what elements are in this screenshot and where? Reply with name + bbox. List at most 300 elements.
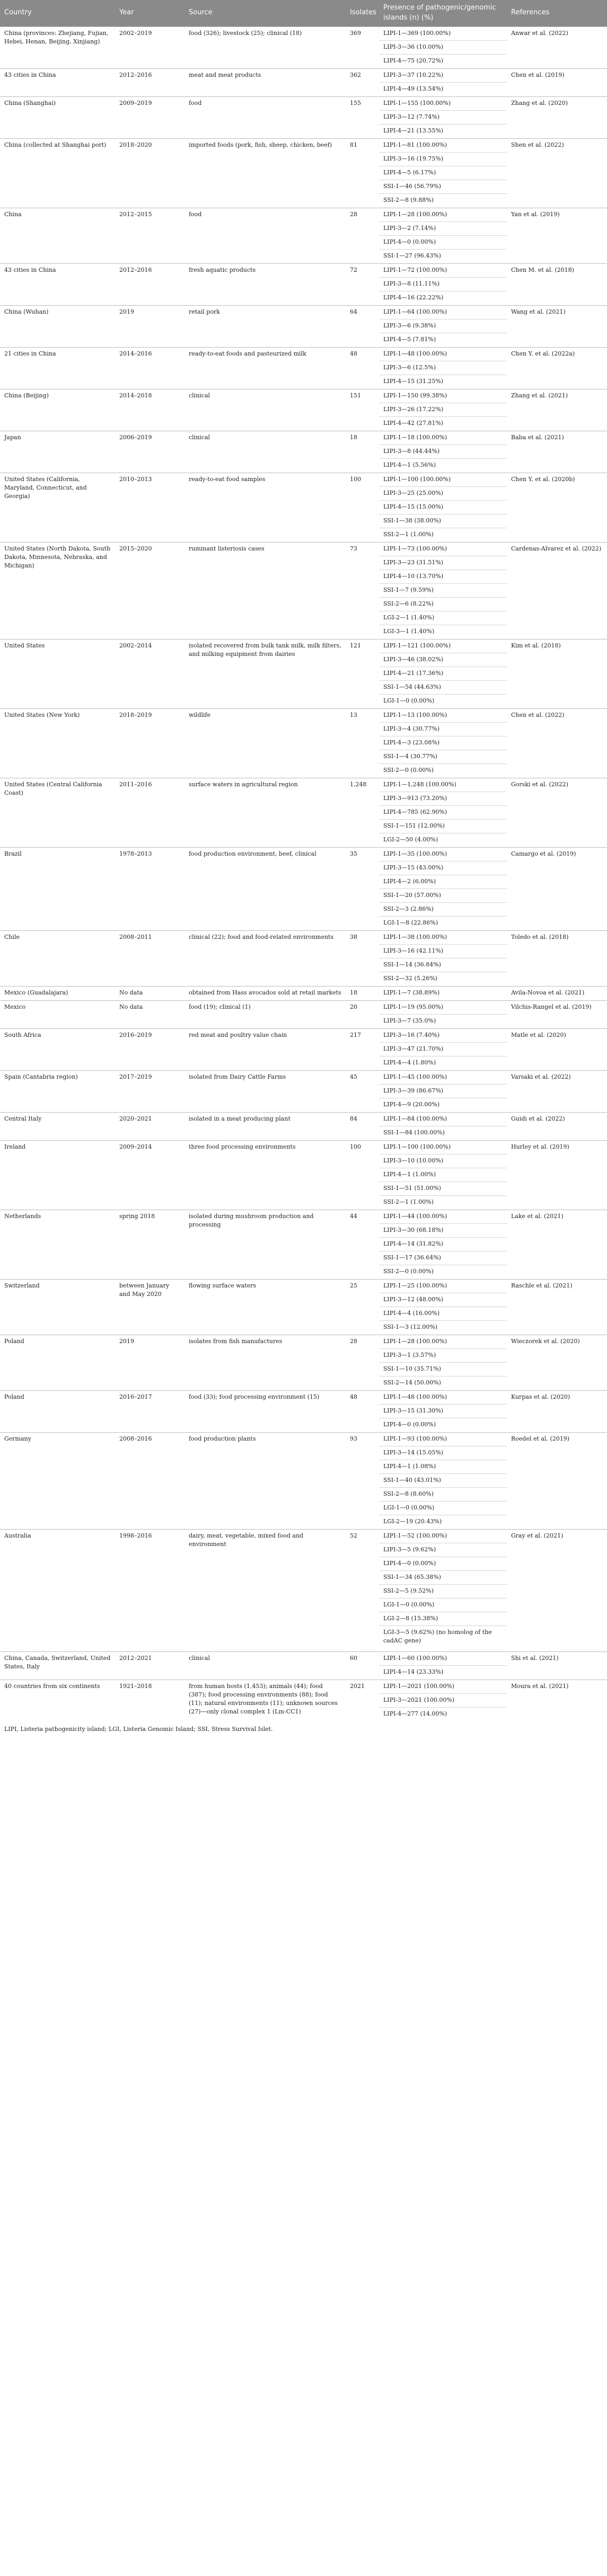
cell-year: 2012–2016 [115,263,184,305]
table-row [0,1390,607,1432]
table-row [0,986,607,1000]
presence-item: LIPI-3—47 (21.70%) [379,1043,507,1056]
cell-source: clinical [184,431,346,473]
presence-item: LIPI-1—100 (100.00%) [379,1141,507,1154]
presence-item: SSI-1—7 (9.59%) [379,584,507,598]
presence-item: LGI-3—5 (9.62%) (no homolog of the cadAC gene) [383,1628,492,1644]
table-row [0,542,607,639]
cell-year: 2008–2011 [115,930,184,986]
cell-year: 2019 [115,305,184,347]
cell-presence [379,708,507,778]
presence-item: LIPI-4—0 (0.00%) [379,236,507,250]
presence-item: LIPI-3—37 (10.22%) [379,69,507,83]
presence-item: LIPI-4—4 (1.80%) [383,1059,436,1066]
presence-item: SSI-1—38 (38.00%) [379,514,507,528]
presence-item: LIPI-3—16 (19.75%) [379,153,507,166]
cell-isolates: 155 [346,96,379,138]
cell-presence [379,1680,507,1721]
cell-year: 2018–2019 [115,708,184,778]
cell-presence [379,542,507,639]
header-source: Source [184,0,346,26]
presence-item: LIPI-3—913 (73.20%) [379,792,507,806]
cell-source: ruminant listeriosis cases [184,542,346,639]
presence-item: LIPI-1—48 (100.00%) [379,348,507,361]
cell-isolates: 18 [346,986,379,1000]
presence-item: LIPI-1—72 (100.00%) [379,264,507,278]
presence-item: SSI-1—17 (36.64%) [379,1251,507,1265]
cell-country: Germany [0,1432,115,1529]
table-row [0,1140,607,1210]
presence-item: LIPI-1—81 (100.00%) [379,139,507,153]
cell-country: China [0,208,115,263]
cell-presence [379,1000,507,1028]
presence-item: LIPI-4—10 (13.70%) [379,570,507,584]
cell-isolates: 18 [346,431,379,473]
cell-country: United States (Central California Coast) [0,778,115,847]
cell-country: Poland [0,1335,115,1390]
cell-source: food (19); clinical (1) [184,1000,346,1028]
table-row [0,1070,607,1112]
presence-item: SSI-2—14 (50.00%) [383,1379,441,1386]
presence-item: LIPI-3—14 (15.05%) [379,1446,507,1460]
cell-presence [379,1279,507,1335]
table-body [0,26,607,1721]
presence-item: LGI-1—8 (22.86%) [383,919,438,926]
cell-presence [379,68,507,96]
cell-source: fresh aquatic products [184,263,346,305]
presence-item: SSI-2—1 (1.00%) [383,530,434,538]
presence-item: SSI-2—0 (0.00%) [383,766,434,774]
cell-reference: Chen et al. (2022) [507,708,607,778]
footnote-text: LIPI, Listeria pathogenicity island; LGI, Listeria Genomic Island; SSI, Stress Survival Islet. [4,1725,273,1733]
presence-item: LIPI-1—84 (100.00%) [379,1113,507,1126]
cell-presence [379,1432,507,1529]
cell-reference: Chen Y. et al. (2020b) [507,473,607,542]
presence-item: SSI-2—32 (5.26%) [383,974,437,982]
cell-source: three food processing environments [184,1140,346,1210]
presence-item: LIPI-3—12 (7.74%) [379,111,507,125]
presence-item: LIPI-3—46 (38.02%) [379,653,507,667]
cell-reference: Wieczorek et al. (2020) [507,1335,607,1390]
cell-source: surface waters in agricultural region [184,778,346,847]
cell-year: 2009–2014 [115,1140,184,1210]
presence-item: LIPI-1—52 (100.00%) [379,1530,507,1543]
cell-isolates: 369 [346,26,379,68]
presence-item: LIPI-3—10 (10.00%) [379,1154,507,1168]
table-row [0,1335,607,1390]
cell-isolates: 28 [346,208,379,263]
presence-item: LIPI-4—9 (20.00%) [383,1100,440,1108]
cell-year: 2011–2016 [115,778,184,847]
presence-item: LIPI-4—4 (16.00%) [379,1307,507,1321]
presence-item: SSI-1—3 (12.00%) [383,1323,437,1330]
table-row [0,639,607,708]
cell-isolates: 52 [346,1529,379,1651]
cell-presence [379,305,507,347]
presence-item: SSI-2—6 (8.22%) [379,598,507,611]
presence-item: LIPI-1—93 (100.00%) [379,1433,507,1446]
presence-item: LIPI-4—14 (31.82%) [379,1238,507,1251]
table-row [0,1210,607,1279]
cell-reference: Roedel et al. (2019) [507,1432,607,1529]
presence-item: LIPI-4—1 (1.00%) [379,1168,507,1182]
presence-item: SSI-1—54 (44.63%) [379,681,507,695]
cell-source: red meat and poultry value chain [184,1028,346,1070]
presence-item: LGI-2—1 (1.40%) [379,611,507,625]
table-row [0,1279,607,1335]
cell-country: United States (California, Maryland, Connecticut, and Georgia) [0,473,115,542]
presence-item: LIPI-3—12 (48.00%) [379,1293,507,1307]
cell-isolates: 100 [346,1140,379,1210]
presence-item: LIPI-3—5 (9.62%) [379,1543,507,1557]
cell-isolates: 13 [346,708,379,778]
header-references: References [507,0,607,26]
cell-country: Central Italy [0,1112,115,1140]
cell-reference: Gray et al. (2021) [507,1529,607,1651]
cell-country: China (Wuhan) [0,305,115,347]
table-row [0,1000,607,1028]
presence-item: LGI-1—0 (0.00%) [379,1502,507,1515]
cell-source: food (33); food processing environment (15) [184,1390,346,1432]
cell-country: Japan [0,431,115,473]
presence-item: SSI-2—8 (8.60%) [379,1488,507,1502]
presence-item: SSI-2—8 (9.88%) [383,196,434,203]
cell-isolates: 217 [346,1028,379,1070]
table-row [0,68,607,96]
cell-year: 2014–2016 [115,347,184,389]
cell-source: food [184,208,346,263]
cell-year: 1998–2016 [115,1529,184,1651]
cell-presence [379,1651,507,1680]
cell-country: Spain (Cantabria region) [0,1070,115,1112]
cell-country: Mexico [0,1000,115,1028]
cell-country: South Africa [0,1028,115,1070]
cell-isolates: 25 [346,1279,379,1335]
cell-year: No data [115,1000,184,1028]
cell-source: wildlife [184,708,346,778]
presence-item: SSI-2—3 (2.86%) [379,903,507,917]
cell-presence [379,778,507,847]
cell-country: United States (North Dakota, South Dakota, Minnesota, Nebraska, and Michigan) [0,542,115,639]
cell-source: clinical [184,1651,346,1680]
presence-item: LIPI-1—64 (100.00%) [379,306,507,319]
cell-presence [379,1529,507,1651]
presence-item: LIPI-3—26 (17.22%) [379,403,507,417]
presence-item: LIPI-4—15 (15.00%) [379,501,507,514]
table-row [0,347,607,389]
presence-item: LIPI-4—14 (23.33%) [383,1668,444,1675]
presence-item: LIPI-1—35 (100.00%) [379,848,507,861]
presence-item: LGI-2—50 (4.00%) [383,836,438,843]
cell-source: isolated during mushroom production and processing [184,1210,346,1279]
presence-item: LGI-2—8 (15.38%) [379,1612,507,1626]
cell-year: 2017–2019 [115,1070,184,1112]
presence-item: LIPI-3—15 (31.30%) [379,1405,507,1418]
cell-presence [379,1335,507,1390]
presence-item: SSI-1—51 (51.00%) [379,1182,507,1196]
cell-isolates: 48 [346,1390,379,1432]
cell-isolates: 2021 [346,1680,379,1721]
cell-source: flowing surface waters [184,1279,346,1335]
presence-item: LIPI-3—6 (9.38%) [379,319,507,333]
presence-item: LIPI-3—36 (10.00%) [379,41,507,55]
presence-item: LIPI-4—49 (13.54%) [383,85,444,92]
cell-reference: Varsaki et al. (2022) [507,1070,607,1112]
cell-reference: Vilchis-Rangel et al. (2019) [507,1000,607,1028]
cell-year: 2012–2021 [115,1651,184,1680]
presence-item: LIPI-1—1,248 (100.00%) [379,778,507,792]
cell-reference: Chen et al. (2019) [507,68,607,96]
cell-country: 43 cities in China [0,263,115,305]
cell-source: clinical [184,389,346,431]
cell-country: China (Shanghai) [0,96,115,138]
presence-item: LIPI-1—60 (100.00%) [379,1652,507,1666]
presence-item: SSI-1—4 (30.77%) [379,750,507,764]
presence-item: LIPI-4—0 (0.00%) [383,1420,436,1428]
cell-year: 2020–2021 [115,1112,184,1140]
presence-item: LIPI-3—7 (35.0%) [383,1017,436,1024]
cell-source: food [184,96,346,138]
cell-year: 2002–2014 [115,639,184,708]
cell-isolates: 28 [346,1335,379,1390]
cell-presence [379,263,507,305]
presence-item: SSI-1—40 (43.01%) [379,1474,507,1488]
cell-reference: Baba et al. (2021) [507,431,607,473]
presence-item: SSI-1—46 (56.79%) [379,180,507,194]
cell-isolates: 60 [346,1651,379,1680]
cell-year: 2010–2013 [115,473,184,542]
table-footnote [0,1721,607,1733]
cell-isolates: 100 [346,473,379,542]
cell-year: 2008–2016 [115,1432,184,1529]
cell-country: Brazil [0,847,115,930]
cell-year: 2018–2020 [115,138,184,208]
cell-reference: Zhang et al. (2020) [507,96,607,138]
presence-item: LGI-1—0 (0.00%) [379,1598,507,1612]
cell-isolates: 73 [346,542,379,639]
cell-year: 2012–2016 [115,68,184,96]
cell-source: isolated in a meat producing plant [184,1112,346,1140]
cell-country: 43 cities in China [0,68,115,96]
table-row [0,1680,607,1721]
cell-year: 2016–2019 [115,1028,184,1070]
presence-item: LIPI-4—785 (62.90%) [379,806,507,820]
cell-source: isolated from Dairy Cattle Farms [184,1070,346,1112]
cell-presence [379,473,507,542]
cell-reference: Wang et al. (2021) [507,305,607,347]
presence-item: LIPI-4—2 (6.00%) [379,875,507,889]
presence-item: LIPI-1—38 (100.00%) [379,931,507,945]
cell-presence [379,986,507,1000]
presence-item: LIPI-4—5 (7.81%) [383,335,436,343]
cell-year: 1921–2018 [115,1680,184,1721]
cell-country: China (Beijing) [0,389,115,431]
presence-item: SSI-1—20 (57.00%) [379,889,507,903]
cell-year: 2019 [115,1335,184,1390]
presence-item: LIPI-1—28 (100.00%) [379,1335,507,1349]
cell-source: food production environment, beef, clinical [184,847,346,930]
cell-isolates: 1,248 [346,778,379,847]
cell-reference: Gorski et al. (2022) [507,778,607,847]
cell-presence [379,26,507,68]
header-isolates: Isolates [346,0,379,26]
cell-isolates: 72 [346,263,379,305]
table-row [0,1651,607,1680]
cell-year: 1978–2013 [115,847,184,930]
cell-country: China, Canada, Switzerland, United States, Italy [0,1651,115,1680]
cell-presence [379,1140,507,1210]
table-row [0,96,607,138]
presence-item: SSI-2—5 (9.52%) [379,1585,507,1598]
cell-isolates: 151 [346,389,379,431]
cell-country: Ireland [0,1140,115,1210]
presence-item: SSI-1—10 (35.71%) [379,1363,507,1376]
presence-item: LIPI-3—16 (7.40%) [379,1029,507,1043]
cell-reference: Kim et al. (2018) [507,639,607,708]
cell-reference: Yan et al. (2019) [507,208,607,263]
cell-country: Mexico (Guadalajara) [0,986,115,1000]
presence-item: LIPI-1—25 (100.00%) [379,1280,507,1293]
cell-isolates: 45 [346,1070,379,1112]
cell-reference: Cardenas-Alvarez et al. (2022) [507,542,607,639]
cell-year: 2002–2019 [115,26,184,68]
cell-country: Switzerland [0,1279,115,1335]
cell-source: food (326); livestock (25); clinical (18) [184,26,346,68]
presence-item: LIPI-1—48 (100.00%) [379,1391,507,1405]
cell-reference: Zhang et al. (2021) [507,389,607,431]
cell-year: 2012–2015 [115,208,184,263]
header-country: Country [0,0,115,26]
cell-country: China (provinces: Zhejiang, Fujian, Hebei, Henan, Beijing, Xinjiang) [0,26,115,68]
presence-item: LIPI-4—15 (31.25%) [383,377,444,385]
cell-source: food production plants [184,1432,346,1529]
cell-country: 21 cities in China [0,347,115,389]
cell-country: Poland [0,1390,115,1432]
table-row [0,1112,607,1140]
presence-item: LIPI-3—8 (11.11%) [379,278,507,291]
presence-item: LIPI-1—100 (100.00%) [379,473,507,487]
cell-isolates: 48 [346,347,379,389]
presence-item: LIPI-4—16 (22.22%) [383,294,444,301]
presence-item: SSI-1—151 (12.00%) [379,820,507,833]
presence-item: LIPI-3—8 (44.44%) [379,445,507,459]
presence-item: LIPI-1—155 (100.00%) [379,97,507,111]
table-row [0,847,607,930]
presence-item: LIPI-1—45 (100.00%) [379,1071,507,1085]
presence-item: LIPI-1—2021 (100.00%) [379,1680,507,1694]
table-row [0,138,607,208]
cell-year: 2016–2017 [115,1390,184,1432]
cell-country: United States [0,639,115,708]
cell-isolates: 38 [346,930,379,986]
cell-year: spring 2018 [115,1210,184,1279]
presence-item: LIPI-4—0 (0.00%) [379,1557,507,1571]
cell-presence [379,930,507,986]
presence-item: SSI-2—0 (0.00%) [383,1267,434,1275]
cell-country: China (collected at Shanghai port) [0,138,115,208]
cell-presence [379,1210,507,1279]
cell-source: imported foods (pork, fish, sheep, chicken, beef) [184,138,346,208]
table-row [0,473,607,542]
cell-source: isolated recovered from bulk tank milk, milk filters, and milking equipment from dairies [184,639,346,708]
cell-country: Netherlands [0,1210,115,1279]
presence-item: LIPI-4—21 (13.55%) [383,127,444,134]
presence-item: LIPI-1—150 (99.38%) [379,389,507,403]
cell-source: from human hosts (1,453); animals (44); food (387); food processing environments (88); food (11); natural environments (11); unknown sources (27)—only clonal complex 1 (Lm-CC1) [184,1680,346,1721]
presence-item: LIPI-1—28 (100.00%) [379,208,507,222]
header-presence: Presence of pathogenic/genomic islands (n) (%) [379,0,507,26]
cell-presence [379,639,507,708]
cell-country: Australia [0,1529,115,1651]
presence-item: LIPI-4—277 (14.00%) [383,1710,447,1717]
presence-item: SSI-1—14 (36.84%) [379,958,507,972]
table-row [0,1529,607,1651]
presence-item: LIPI-3—23 (31.51%) [379,556,507,570]
presence-item: LIPI-1—19 (95.00%) [379,1001,507,1015]
cell-source: isolates from fish manufactures [184,1335,346,1390]
cell-presence [379,1112,507,1140]
presence-item: LIPI-1—44 (100.00%) [379,1210,507,1224]
cell-presence [379,208,507,263]
cell-reference: Guidi et al. (2022) [507,1112,607,1140]
presence-item: LIPI-4—3 (23.08%) [379,736,507,750]
header-year: Year [115,0,184,26]
presence-item: LGI-2—19 (20.43%) [383,1517,442,1525]
presence-item: LIPI-3—6 (12.5%) [379,361,507,375]
cell-year: between January and May 2020 [115,1279,184,1335]
presence-item: SSI-1—84 (100.00%) [383,1129,445,1136]
presence-item: SSI-1—34 (65.38%) [379,1571,507,1585]
presence-item: LIPI-1—73 (100.00%) [379,543,507,556]
presence-item: LIPI-4—75 (20.72%) [383,57,444,64]
table-row [0,930,607,986]
presence-item: LIPI-3—2021 (100.00%) [379,1694,507,1708]
cell-year: No data [115,986,184,1000]
table-header-row [0,0,607,26]
presence-item: LIPI-1—18 (100.00%) [379,431,507,445]
cell-presence [379,96,507,138]
table-row [0,263,607,305]
cell-reference: Lake et al. (2021) [507,1210,607,1279]
presence-item: LIPI-4—21 (17.36%) [379,667,507,681]
cell-reference: Matle et al. (2020) [507,1028,607,1070]
cell-presence [379,847,507,930]
table-row [0,1028,607,1070]
cell-presence [379,347,507,389]
presence-item: LIPI-3—2 (7.14%) [379,222,507,236]
cell-year: 2014–2018 [115,389,184,431]
presence-item: LIPI-3—15 (43.00%) [379,861,507,875]
cell-isolates: 64 [346,305,379,347]
cell-country: 40 countries from six continents [0,1680,115,1721]
cell-reference: Kurpas et al. (2020) [507,1390,607,1432]
cell-year: 2006–2019 [115,431,184,473]
presence-item: LIPI-1—369 (100.00%) [379,27,507,41]
cell-reference: Raschle et al. (2021) [507,1279,607,1335]
presence-item: SSI-1—27 (96.43%) [383,252,441,259]
presence-item: LIPI-3—25 (25.00%) [379,487,507,501]
presence-item: LIPI-3—16 (42.11%) [379,945,507,958]
presence-item: LIPI-4—42 (27.81%) [383,419,444,427]
cell-isolates: 93 [346,1432,379,1529]
cell-reference: Anwar et al. (2022) [507,26,607,68]
cell-reference: Hurley et al. (2019) [507,1140,607,1210]
cell-country: Chile [0,930,115,986]
presence-item: SSI-2—1 (1.00%) [383,1198,434,1205]
cell-source: clinical (22); food and food-related environments [184,930,346,986]
cell-source: ready-to-eat food samples [184,473,346,542]
cell-reference: Moura et al. (2021) [507,1680,607,1721]
